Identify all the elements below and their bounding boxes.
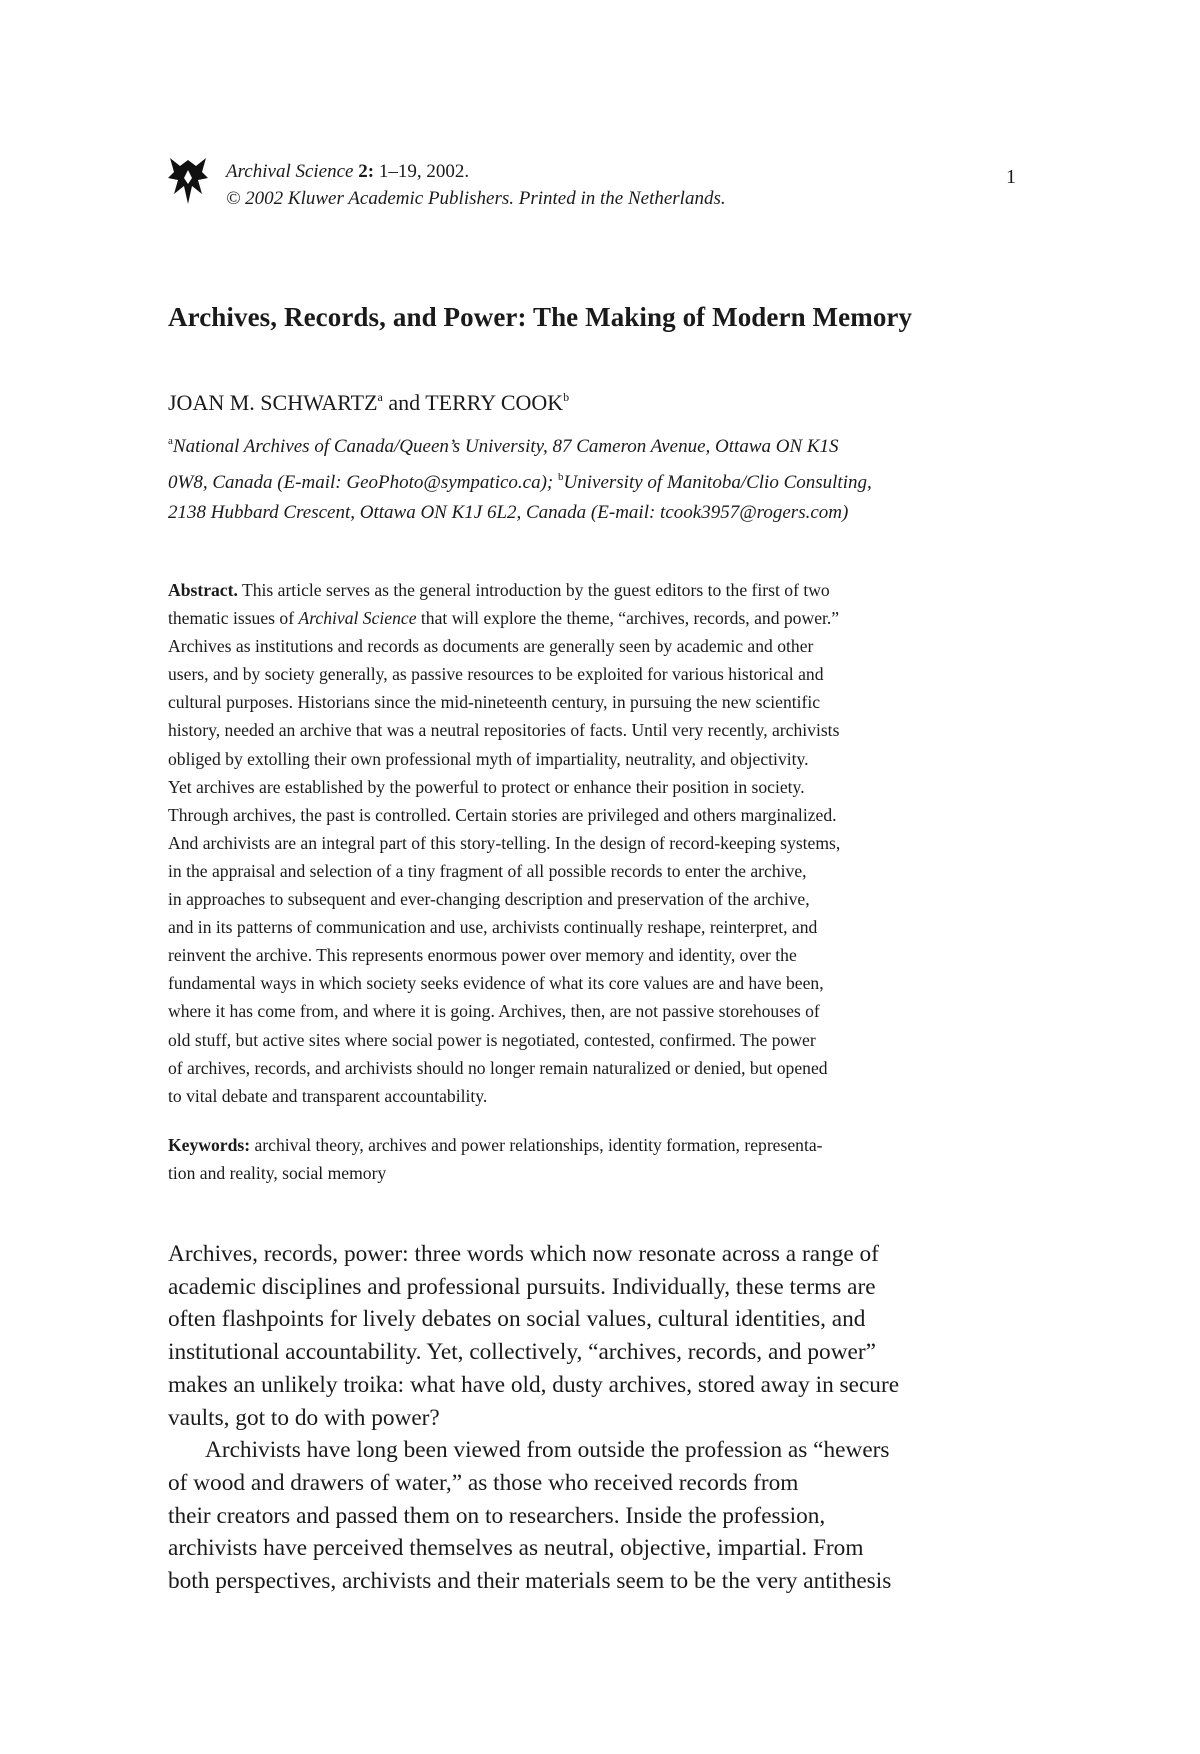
- keywords-label: Keywords:: [168, 1135, 251, 1155]
- abstract-line: [168, 576, 1030, 604]
- abstract-text: that will explore the theme, “archives, records, and power.”: [416, 608, 840, 629]
- journal-pages-year: 1–19, 2002.: [374, 161, 470, 182]
- journal-citation: [226, 158, 726, 212]
- abstract: [168, 576, 1030, 1110]
- abstract-line: reinvent the archive. This represents enormous power over memory and identity, over the: [168, 945, 797, 966]
- body-line: academic disciplines and professional pursuits. Individually, these terms are: [168, 1273, 876, 1300]
- abstract-line: Yet archives are established by the powerful to protect or enhance their position in society.: [168, 776, 805, 797]
- abstract-line: Archives as institutions and records as documents are generally seen by academic and other: [168, 636, 814, 657]
- journal-line-1: [226, 158, 726, 185]
- author-separator: and: [382, 390, 426, 415]
- page-number: 1: [1006, 166, 1016, 188]
- body-line: institutional accountability. Yet, collectively, “archives, records, and power”: [168, 1339, 876, 1366]
- author-affiliation-mark: a: [377, 390, 383, 404]
- body-line: archivists have perceived themselves as neutral, objective, impartial. From: [168, 1535, 864, 1562]
- journal-name: Archival Science: [226, 161, 354, 182]
- abstract-line: [168, 604, 1030, 632]
- abstract-text: thematic issues of: [168, 608, 299, 629]
- keywords-text: archival theory, archives and power relationships, identity formation, representa-: [250, 1135, 823, 1155]
- body-line: Archives, records, power: three words which now resonate across a range of: [168, 1241, 879, 1267]
- abstract-line: in the appraisal and selection of a tiny fragment of all possible records to enter the archive,: [168, 860, 807, 881]
- affiliation-line: [168, 462, 1028, 498]
- abstract-line: in approaches to subsequent and ever-changing description and preservation of the archive,: [168, 889, 810, 910]
- affiliation-mark: a: [168, 435, 173, 447]
- abstract-line: obliged by extolling their own professional myth of impartiality, neutrality, and objectivity.: [168, 748, 809, 769]
- copyright-line: © 2002 Kluwer Academic Publishers. Printed in the Netherlands.: [226, 188, 726, 209]
- abstract-line: old stuff, but active sites where social power is negotiated, contested, confirmed. The power: [168, 1029, 816, 1050]
- abstract-journal-name: Archival Science: [298, 608, 417, 629]
- body-line: their creators and passed them on to researchers. Inside the profession,: [168, 1502, 826, 1529]
- affiliation-mark: b: [558, 471, 564, 483]
- abstract-line: history, needed an archive that was a neutral repositories of facts. Until very recently, archivists: [168, 720, 840, 741]
- affiliation-text: University of Manitoba/Clio Consulting,: [563, 472, 872, 493]
- affiliation-text: 0W8, Canada (E-mail: GeoPhoto@sympatico.ca);: [168, 472, 559, 493]
- body-line: both perspectives, archivists and their materials seem to be the very antithesis: [168, 1568, 892, 1595]
- abstract-line: And archivists are an integral part of this story-telling. In the design of record-keeping systems,: [168, 832, 841, 853]
- abstract-line: fundamental ways in which society seeks evidence of what its core values are and have been,: [168, 973, 824, 994]
- abstract-line: users, and by society generally, as passive resources to be exploited for various historical and: [168, 664, 824, 685]
- body-text: [168, 1238, 1030, 1598]
- body-line: makes an unlikely troika: what have old, dusty archives, stored away in secure: [168, 1371, 900, 1398]
- authors-line: [168, 390, 569, 416]
- abstract-line: Through archives, the past is controlled. Certain stories are privileged and others marginalized.: [168, 804, 837, 825]
- body-line: of wood and drawers of water,” as those who received records from: [168, 1469, 799, 1496]
- article-title: Archives, Records, and Power: The Making of Modern Memory: [168, 302, 913, 332]
- affiliation-text: National Archives of Canada/Queen’s University, 87 Cameron Avenue, Ottawa ON K1S: [172, 436, 839, 457]
- body-line: vaults, got to do with power?: [168, 1404, 440, 1431]
- abstract-line: of archives, records, and archivists should no longer remain naturalized or denied, but opened: [168, 1057, 828, 1078]
- author-name: TERRY COOK: [425, 390, 564, 415]
- affiliations: [168, 426, 1028, 528]
- affiliation-line: [168, 426, 1028, 462]
- abstract-line: and in its patterns of communication and use, archivists continually reshape, reinterpret, and: [168, 917, 818, 938]
- keywords-line: [168, 1131, 1030, 1159]
- abstract-text: This article serves as the general introduction by the guest editors to the first of two: [237, 580, 830, 600]
- journal-volume: 2:: [358, 161, 375, 182]
- author-affiliation-mark: b: [563, 390, 570, 404]
- abstract-line: cultural purposes. Historians since the mid-nineteenth century, in pursuing the new scientific: [168, 692, 821, 713]
- abstract-line: to vital debate and transparent accountability.: [168, 1085, 488, 1106]
- publisher-logo-icon: [166, 156, 210, 208]
- body-line: Archivists have long been viewed from outside the profession as “hewers: [205, 1437, 890, 1464]
- body-line: often flashpoints for lively debates on social values, cultural identities, and: [168, 1306, 866, 1333]
- author-name: JOAN M. SCHWARTZ: [168, 390, 378, 415]
- affiliation-line: 2138 Hubbard Crescent, Ottawa ON K1J 6L2, Canada (E-mail: tcook3957@rogers.com): [168, 502, 849, 523]
- keywords: [168, 1131, 1030, 1187]
- keywords-line: tion and reality, social memory: [168, 1163, 387, 1183]
- abstract-label: Abstract.: [168, 580, 238, 600]
- abstract-line: where it has come from, and where it is going. Archives, then, are not passive storehouses of: [168, 1001, 820, 1022]
